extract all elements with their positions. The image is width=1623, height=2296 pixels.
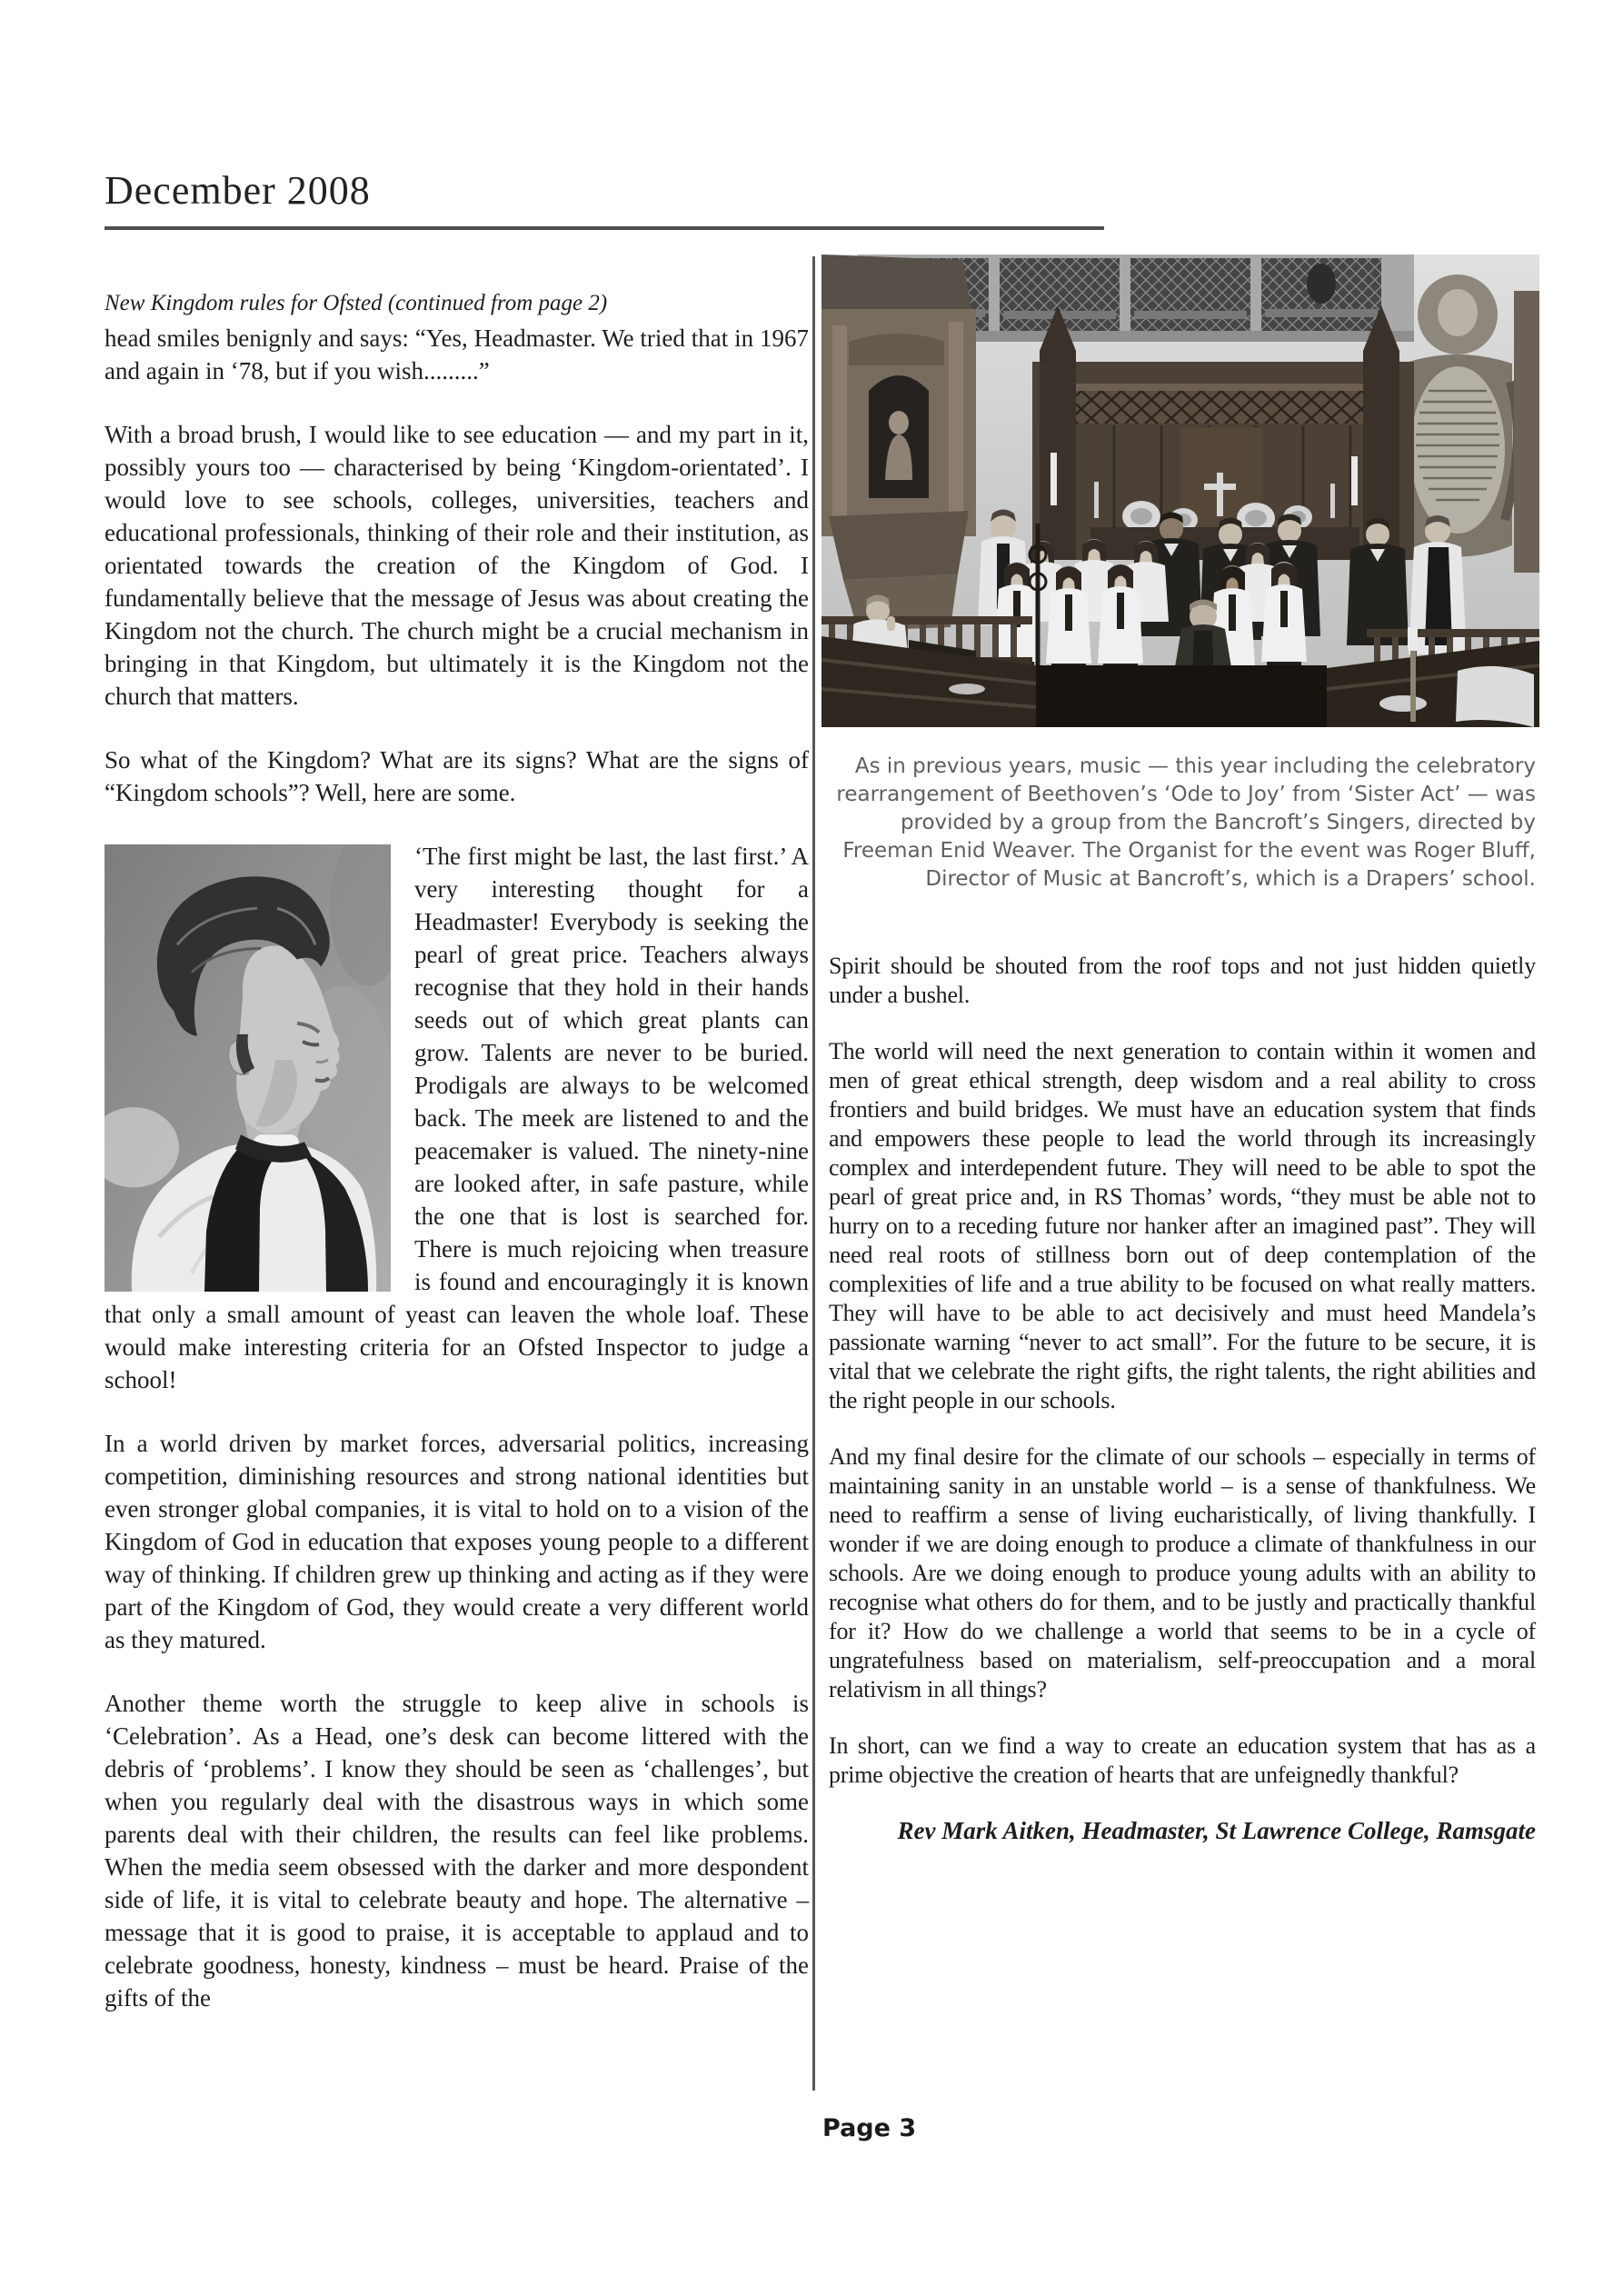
body-paragraph: Another theme worth the struggle to keep alive in schools is ‘Celebration’. As a Head, one’s desk can become littered with the debris of ‘problems’. I know they should be seen as ‘challenges’, but when you regularly deal with the disastrous ways in which some parents deal with their children, the results can feel like problems. When the media seem obsessed with the darker and more despondent side of life, it is vital to celebrate beauty and hope. The alternative – message that it is good to praise, it is acceptable to applaud and to celebrate goodness, honesty, kindness – must be heard. Praise of the gifts of the — [105, 1690, 809, 2011]
body-paragraph: Spirit should be shouted from the roof tops and not just hidden quietly under a bushel. — [829, 953, 1536, 1008]
column-divider — [812, 256, 815, 2091]
page-date-heading: December 2008 — [105, 168, 371, 213]
body-paragraph: The world will need the next generation to contain within it women and men of great ethical strength, deep wisdom and a real ability to cross frontiers and build bridges. We must have an education system that finds and empowers these people to lead the world through its increasingly complex and interdependent future. They will need to be able to spot the pearl of great price and, in RS Thomas’ words, “they must be able not to hurry on to a receding future nor hanker after an imagined past”. They will need real roots of stillness born out of deep contemplation of the complexities of life and a true ability to be focused on what really matters. They will have to be able to act decisively and must heed Mandela’s passionate warning “never to act small”. For the future to be secure, it is vital that we celebrate the right gifts, the right talents, the right abilities and the right people in our schools. — [829, 1038, 1536, 1413]
body-paragraph: In short, can we find a way to create an education system that has as a prime objective the creation of hearts that are unfeignedly thankful? — [829, 1732, 1536, 1788]
left-column — [105, 289, 809, 2045]
body-paragraph-with-photo — [105, 840, 809, 1396]
body-paragraph: So what of the Kingdom? What are its signs? What are the signs of “Kingdom schools”? Well, here are some. — [105, 746, 809, 806]
choir-photo-illustration — [821, 255, 1539, 727]
photo-caption: As in previous years, music — this year including the celebratory rearrangement of Beethoven’s ‘Ode to Joy’ from ‘Sister Act’ — was provided by a group from the Bancroft’s Singers, directed by Freeman Enid Weaver. The Organist for the event was Roger Bluff, Director of Music at Bancroft’s, which is a Drapers’ school. — [836, 754, 1536, 891]
body-paragraph: And my final desire for the climate of our schools – especially in terms of maintaining sanity in an unstable world – is a sense of thankfulness. We need to reaffirm a sense of living eucharistically, of living thankfully. I wonder if we are doing enough to produce a climate of thankfulness in our schools. Are we doing enough to produce young adults with an ability to recognise what others do for them, and to be justly and practically thankful for it? How do we challenge a world that seems to be in a cycle of ungratefulness based on materialism, self-preoccupation and a moral relativism in all things? — [829, 1443, 1536, 1702]
header-rule — [105, 226, 1104, 230]
body-paragraph: In a world driven by market forces, adversarial politics, increasing competition, diminishing resources and strong national identities but even stronger global companies, it is vital to hold on to a vision of the Kingdom of God in education that exposes young people to a different way of thinking. If children grew up thinking and acting as if they were part of the Kingdom of God, they would create a very different world as they matured. — [105, 1430, 809, 1653]
body-paragraph: head smiles benignly and says: “Yes, Headmaster. We tried that in 1967 and again in ‘78, but if you wish.........” — [105, 324, 809, 384]
right-column — [829, 255, 1536, 1845]
priest-photo-illustration — [105, 844, 391, 1292]
body-paragraph-text: ‘The first might be last, the last first.’ A very interesting thought for a Headmaster! Everybody is seeking the pearl of great price. Teachers always recognise that they hold in their hands seeds out of which great plants can grow. Talents are never to be buried. Prodigals are always to be welcomed back. The meek are listened to and the peacemaker is valued. The ninety-nine are looked after, in safe pasture, while the one that is lost is searched for. There is much rejoicing when treasure is found and encouragingly it is known that only a small amount of yeast can leaven the whole loaf. These would make interesting criteria for an Ofsted Inspector to judge a school! — [105, 843, 809, 1393]
choir-photo — [821, 255, 1539, 727]
page-number: Page 3 — [822, 2114, 917, 2142]
body-paragraph: With a broad brush, I would like to see education — and my part in it, possibly yours too — characterised by being ‘Kingdom-orientated’. I would love to see schools, colleges, universities, teachers and educational professionals, thinking of their role and their institution, as orientated towards the creation of the Kingdom of God. I fundamentally believe that the message of Jesus was about creating the Kingdom not the church. The church might be a crucial mechanism in bringing in that Kingdom, but ultimately it is the Kingdom not the church that matters. — [105, 421, 809, 710]
author-signature: Rev Mark Aitken, Headmaster, St Lawrence College, Ramsgate — [897, 1817, 1536, 1844]
continuation-note: New Kingdom rules for Ofsted (continued from page 2) — [105, 291, 608, 315]
priest-photo — [105, 844, 391, 1292]
